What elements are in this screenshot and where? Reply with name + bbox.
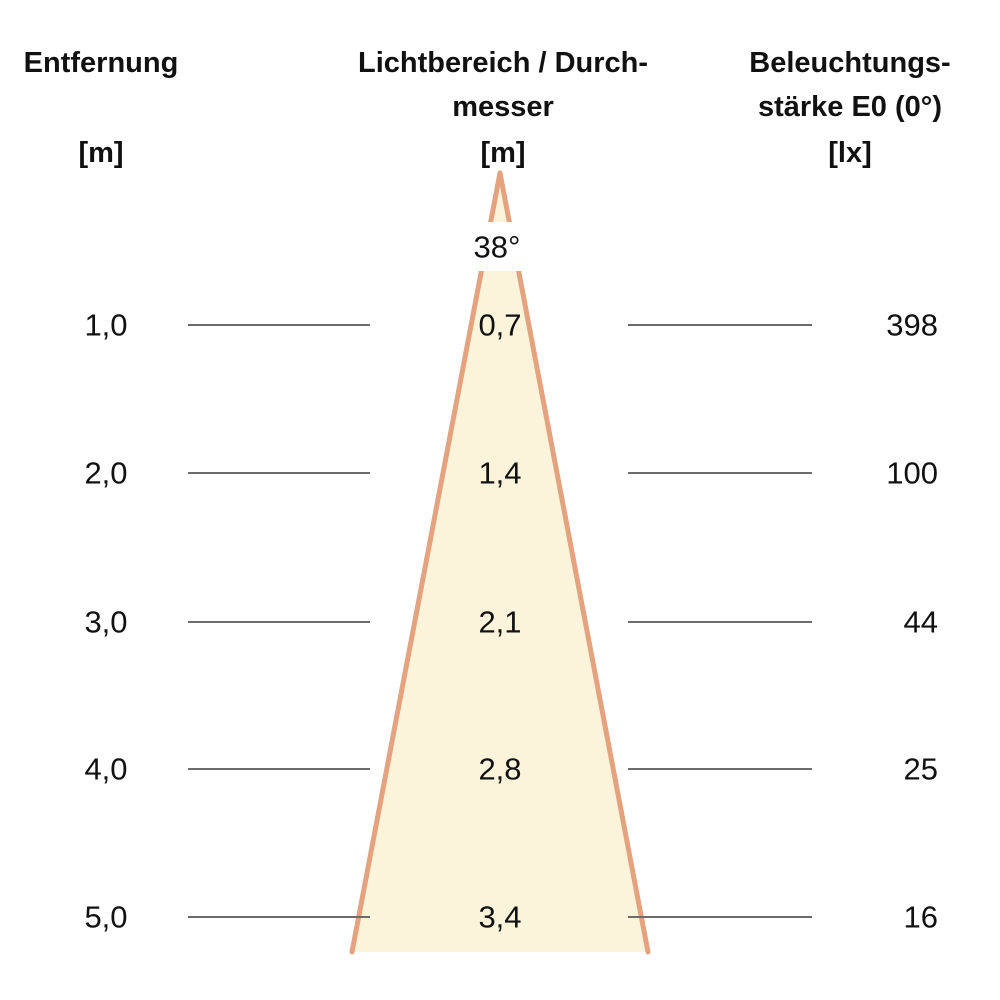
distance-value: 5,0 [84, 899, 128, 935]
header-distance-title: Entfernung [23, 47, 179, 79]
diameter-value: 2,1 [478, 604, 522, 640]
distance-value: 2,0 [84, 455, 128, 491]
header-illuminance-title-2: stärke E0 (0°) [757, 91, 943, 123]
illuminance-value: 16 [903, 899, 938, 935]
illuminance-value: 44 [903, 604, 938, 640]
diameter-value: 2,8 [478, 751, 522, 787]
header-illuminance-unit: [lx] [828, 137, 872, 169]
header-distance-unit: [m] [78, 137, 124, 169]
header-diameter-unit: [m] [480, 137, 526, 169]
illuminance-value: 100 [886, 455, 938, 491]
illuminance-value: 25 [903, 751, 938, 787]
diameter-value: 1,4 [478, 455, 522, 491]
diameter-value: 3,4 [478, 899, 522, 935]
header-illuminance-title-1: Beleuchtungs- [749, 47, 951, 79]
illuminance-value: 398 [886, 307, 938, 343]
distance-value: 1,0 [84, 307, 128, 343]
header-diameter-title-2: messer [452, 91, 554, 123]
beam-angle-label: 38° [473, 229, 521, 265]
distance-value: 3,0 [84, 604, 128, 640]
beam-cone-fill [352, 173, 648, 952]
diameter-value: 0,7 [478, 307, 522, 343]
header-diameter-title-1: Lichtbereich / Durch- [357, 47, 649, 79]
distance-value: 4,0 [84, 751, 128, 787]
